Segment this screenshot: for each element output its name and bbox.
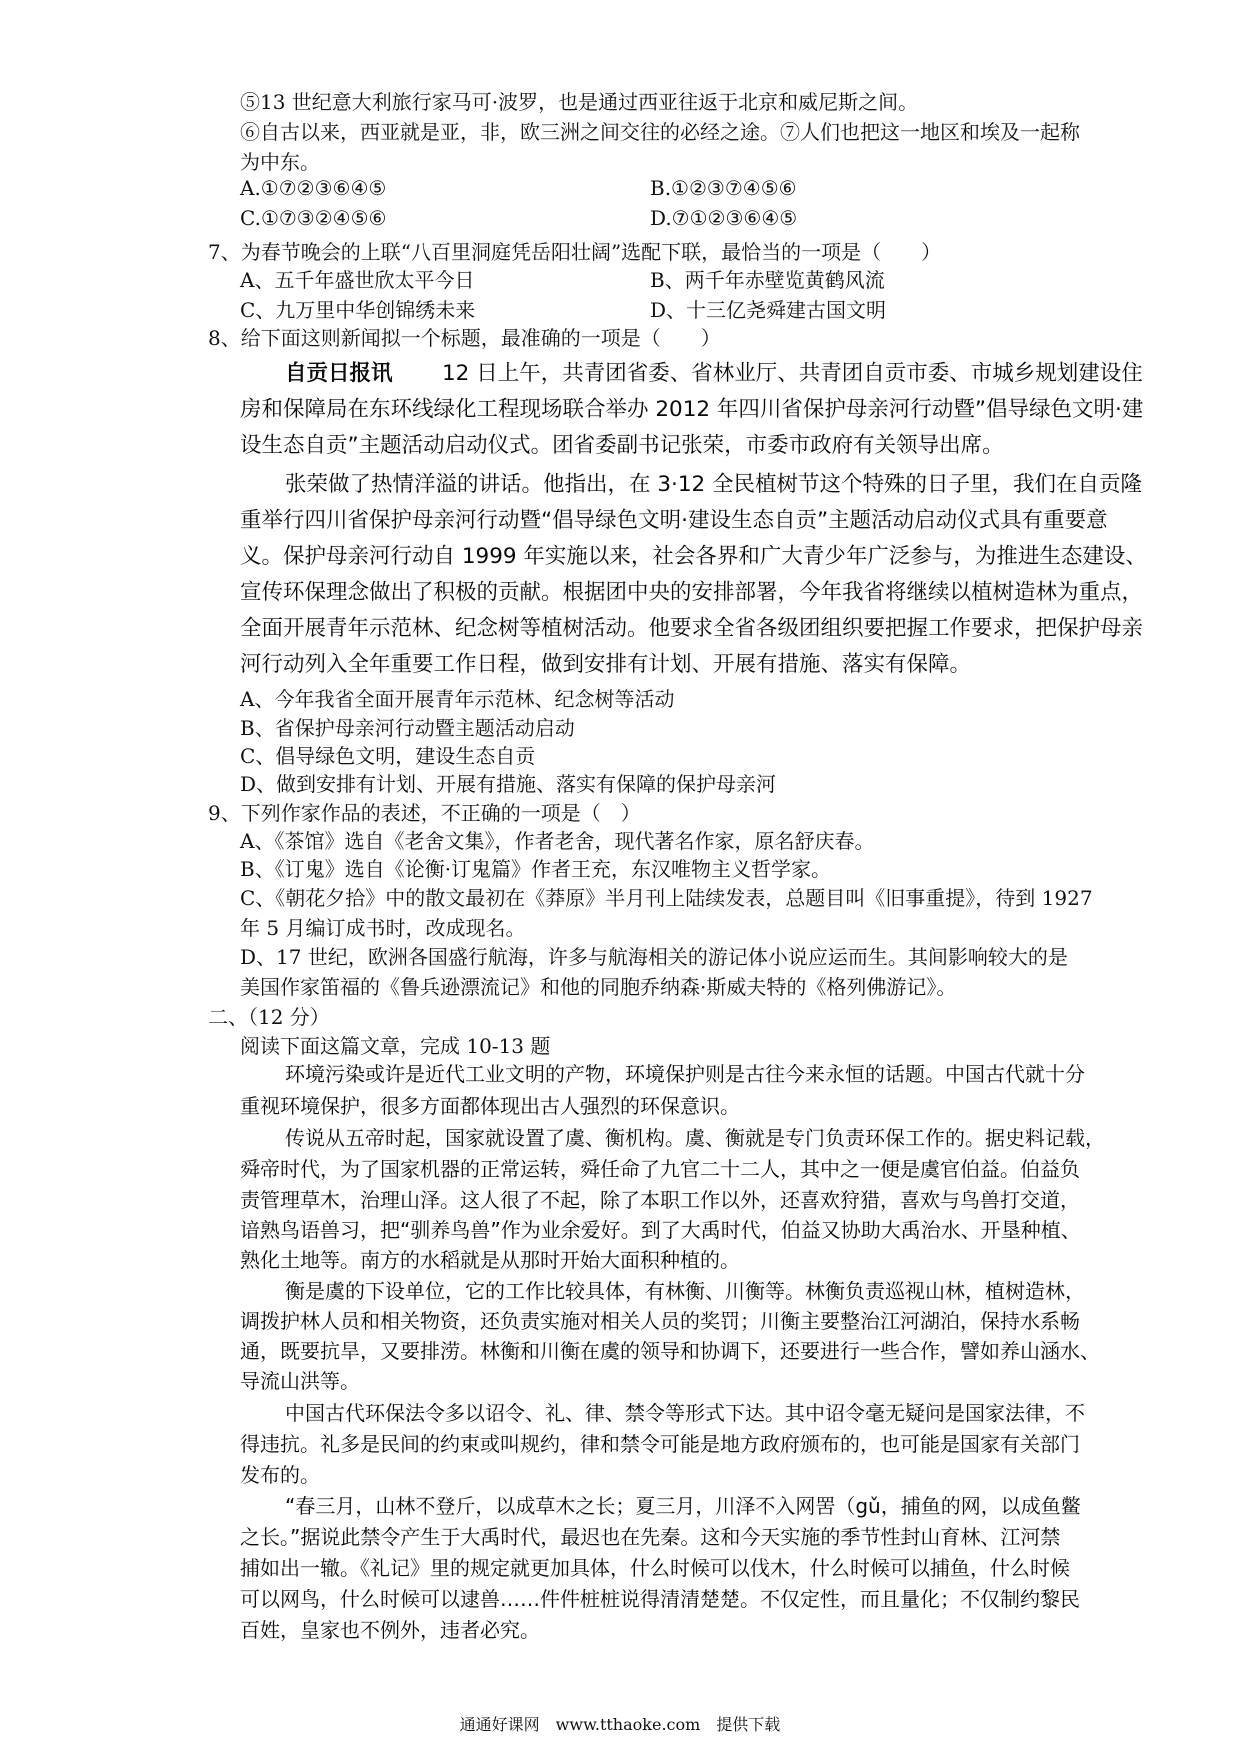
q9-option-b: B、《订鬼》选自《论衡·订鬼篇》作者王充，东汉唯物主义哲学家。 — [240, 857, 832, 881]
q6-sentence-5: ⑤13 世纪意大利旅行家马可·波罗，也是通过西亚往返于北京和威尼斯之间。 — [240, 90, 919, 114]
article-p2-line1: 传说从五帝时起，国家就设置了虞、衡机构。虞、衡就是专门负责环保工作的。据史料记载， — [285, 1126, 1105, 1150]
q6-option-b: B.①②③⑦④⑤⑥ — [650, 176, 797, 200]
article-p4-line3: 发布的。 — [240, 1463, 320, 1487]
q8-news-p1-line1: 12 日上午，共青团省委、省林业厅、共青团自贡市委、市城乡规划建设住 — [442, 361, 1143, 386]
q8-news-p2-line3: 义。保护母亲河行动自 1999 年实施以来，社会各界和广大青少年广泛参与，为推进生态建设、 — [240, 544, 1147, 569]
q7-option-d: D、十三亿尧舜建古国文明 — [650, 298, 887, 322]
q9-stem: 9、下列作家作品的表述，不正确的一项是（ ） — [208, 801, 641, 825]
article-p2-line4: 谙熟鸟语兽习，把“驯养鸟兽”作为业余爱好。到了大禹时代，伯益又协助大禹治水、开垦种植、 — [240, 1218, 1081, 1242]
q7-stem: 7、为春节晚会的上联“八百里洞庭凭岳阳壮阔”选配下联，最恰当的一项是（ ） — [208, 240, 942, 264]
q7-option-b: B、两千年赤壁览黄鹤风流 — [650, 268, 885, 292]
q7-option-a: A、五千年盛世欣太平今日 — [240, 268, 475, 292]
article-p5-line1: “春三月，山林不登斤，以成草木之长；夏三月，川泽不入网罟（gǔ，捕鱼的网，以成鱼鳖 — [285, 1494, 1081, 1518]
q6-option-a: A.①⑦②③⑥④⑤ — [240, 176, 387, 200]
q8-news-p2-line5: 全面开展青年示范林、纪念树等植树活动。他要求全省各级团组织要把握工作要求，把保护母亲 — [240, 616, 1144, 641]
article-p2-line3: 责管理草木，治理山泽。这人很了不起，除了本职工作以外，还喜欢狩猎，喜欢与鸟兽打交道， — [240, 1188, 1080, 1212]
q8-news-p2-line2: 重举行四川省保护母亲河行动暨“倡导绿色文明·建设生态自贡”主题活动启动仪式具有重要意 — [240, 508, 1108, 533]
q8-news-p1-line2: 房和保障局在东环线绿化工程现场联合举办 2012 年四川省保护母亲河行动暨”倡导绿色文明·建 — [240, 397, 1144, 422]
q8-stem: 8、给下面这则新闻拟一个标题，最准确的一项是（ ） — [208, 326, 721, 350]
q9-option-c-cont: 年 5 月编订成书时，改成现名。 — [240, 916, 526, 940]
q9-option-a: A、《茶馆》选自《老舍文集》，作者老舍，现代著名作家，原名舒庆春。 — [240, 829, 875, 853]
article-p1-line1: 环境污染或许是近代工业文明的产物，环境保护则是古往今来永恒的话题。中国古代就十分 — [285, 1062, 1085, 1086]
article-p1-line2: 重视环境保护，很多方面都体现出古人强烈的环保意识。 — [240, 1094, 740, 1118]
q6-option-c: C.①⑦③②④⑤⑥ — [240, 206, 387, 230]
q8-option-a: A、今年我省全面开展青年示范林、纪念树等活动 — [240, 687, 675, 711]
article-p3-line2: 调拨护林人员和相关物资，还负责实施对相关人员的奖罚；川衡主要整治江河湖泊，保持水系畅 — [240, 1309, 1080, 1333]
section-heading: 二、（12 分） — [208, 1005, 330, 1029]
article-p5-line5: 百姓，皇家也不例外，违者必究。 — [240, 1618, 540, 1642]
q6-sentence-6-cont: 为中东。 — [240, 150, 320, 174]
q9-option-d-cont: 美国作家笛福的《鲁兵逊漂流记》和他的同胞乔纳森·斯威夫特的《格列佛游记》。 — [240, 975, 957, 999]
q9-option-d: D、17 世纪，欧洲各国盛行航海，许多与航海相关的游记体小说应运而生。其间影响较大的是 — [240, 945, 1068, 969]
article-p3-line3: 通，既要抗旱，又要排涝。林衡和川衡在虞的领导和协调下，还要进行一些合作，譬如养山涵水、 — [240, 1339, 1100, 1363]
q8-news-p2-line4: 宣传环保理念做出了积极的贡献。根据团中央的安排部署，今年我省将继续以植树造林为重点， — [240, 580, 1144, 605]
q9-option-c: C、《朝花夕拾》中的散文最初在《莽原》半月刊上陆续发表，总题目叫《旧事重提》，待到 1927 — [240, 886, 1093, 910]
q8-news-p1-line3: 设生态自贡”主题活动启动仪式。团省委副书记张荣，市委市政府有关领导出席。 — [240, 433, 1004, 458]
article-p3-line1: 衡是虞的下设单位，它的工作比较具体，有林衡、川衡等。林衡负责巡视山林，植树造林， — [285, 1279, 1085, 1303]
article-p4-line2: 得违抗。礼多是民间的约束或叫规约，律和禁令可能是地方政府颁布的，也可能是国家有关部门 — [240, 1432, 1080, 1456]
q8-option-d: D、做到安排有计划、开展有措施、落实有保障的保护母亲河 — [240, 772, 777, 796]
q8-option-c: C、倡导绿色文明，建设生态自贡 — [240, 744, 536, 768]
q8-news-p2-line1: 张荣做了热情洋溢的讲话。他指出，在 3·12 全民植树节这个特殊的日子里，我们在自贡隆 — [285, 472, 1143, 497]
article-p5-line4: 可以网鸟，什么时候可以逮兽……件件桩桩说得清清楚楚。不仅定性，而且量化；不仅制约黎民 — [240, 1587, 1080, 1611]
page-footer: 通通好课网 www.tthaoke.com 提供下载 — [459, 1715, 781, 1734]
article-p5-line2: 之长。”据说此禁令产生于大禹时代，最迟也在先秦。这和今天实施的季节性封山育林、江河禁 — [240, 1525, 1061, 1549]
q7-option-c: C、九万里中华创锦绣未来 — [240, 298, 476, 322]
article-p5-line3: 捕如出一辙。《礼记》里的规定就更加具体，什么时候可以伐木，什么时候可以捕鱼，什么时候 — [240, 1556, 1070, 1580]
article-p3-line4: 导流山洪等。 — [240, 1369, 360, 1393]
q8-news-dateline: 自贡日报讯 — [285, 361, 393, 386]
article-p2-line2: 舜帝时代，为了国家机器的正常运转，舜任命了九官二十二人，其中之一便是虞官伯益。伯益负 — [240, 1157, 1080, 1181]
q8-option-b: B、省保护母亲河行动暨主题活动启动 — [240, 716, 575, 740]
q6-option-d: D.⑦①②③⑥④⑤ — [650, 206, 798, 230]
article-p2-line5: 熟化土地等。南方的水稻就是从那时开始大面积种植的。 — [240, 1248, 740, 1272]
section-instruction: 阅读下面这篇文章，完成 10-13 题 — [240, 1034, 551, 1058]
q8-news-p2-line6: 河行动列入全年重要工作日程，做到安排有计划、开展有措施、落实有保障。 — [240, 652, 972, 677]
article-p4-line1: 中国古代环保法令多以诏令、礼、律、禁令等形式下达。其中诏令毫无疑问是国家法律，不 — [285, 1401, 1085, 1425]
q6-sentence-6: ⑥自古以来，西亚就是亚，非，欧三洲之间交往的必经之途。⑦人们也把这一地区和埃及一起称 — [240, 120, 1080, 144]
